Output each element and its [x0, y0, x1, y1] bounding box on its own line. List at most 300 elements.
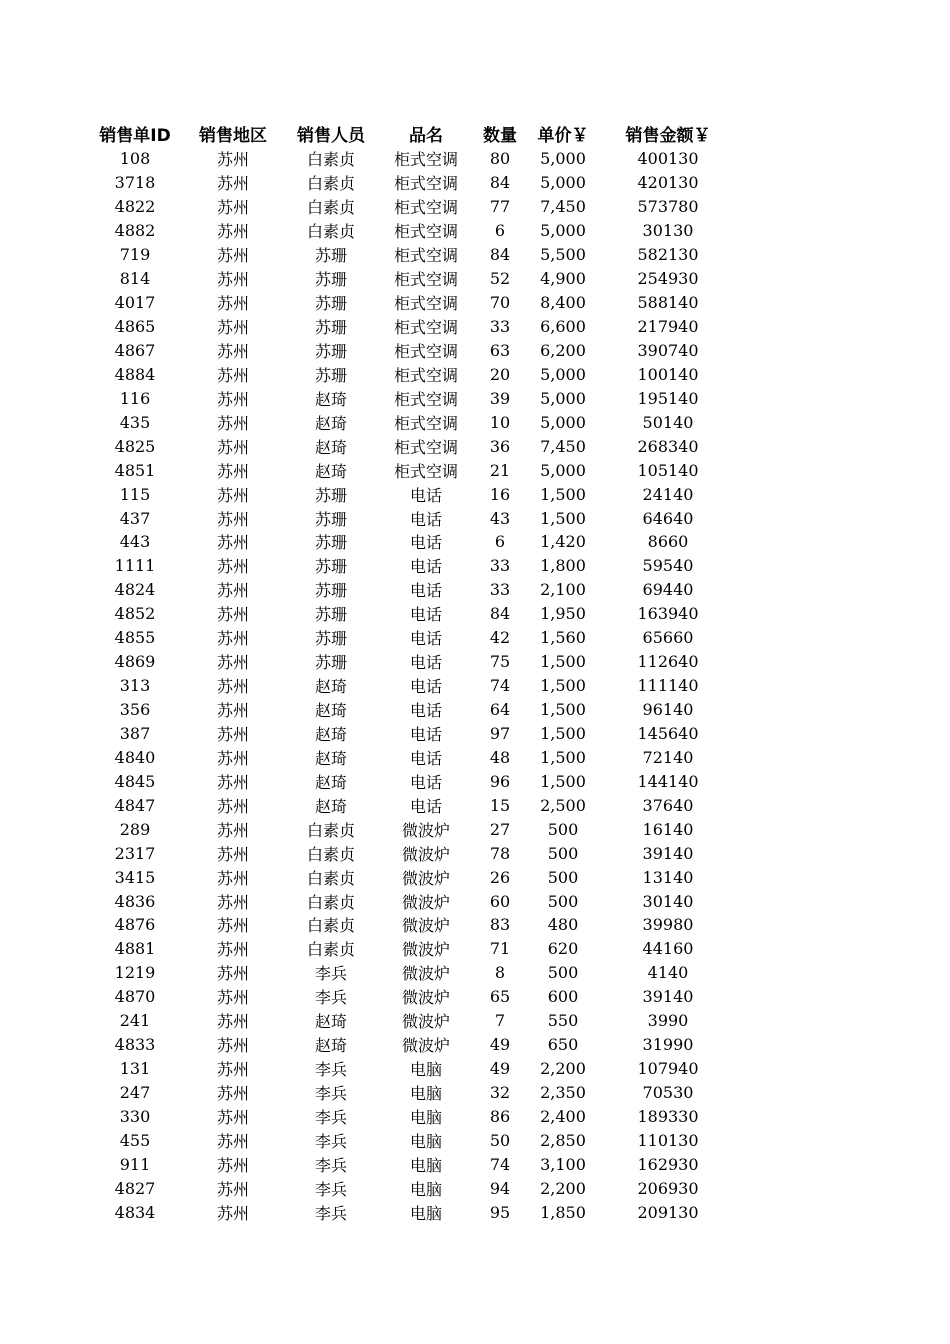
- sales-amount-cell: 582130: [637, 245, 699, 265]
- unit-price-cell: 500: [547, 891, 579, 911]
- table-row: [86, 219, 738, 243]
- unit-price-cell: 1,500: [540, 747, 586, 767]
- order-id-cell: 4845: [114, 771, 156, 791]
- sales-amount-cell: 189330: [637, 1106, 699, 1126]
- sales-amount-cell: 573780: [637, 197, 699, 217]
- region-cell: 苏州: [216, 1179, 249, 1199]
- order-id-cell: 4825: [114, 436, 156, 456]
- product-cell: 电话: [409, 533, 442, 553]
- product-cell: 电脑: [409, 1179, 442, 1199]
- region-cell: 苏州: [216, 677, 249, 697]
- quantity-cell: 95: [489, 1202, 511, 1222]
- unit-price-cell: 1,500: [540, 508, 586, 528]
- region-cell: 苏州: [216, 820, 249, 840]
- product-cell: 柜式空调: [393, 270, 458, 290]
- quantity-cell: 78: [489, 843, 511, 863]
- quantity-cell: 49: [489, 1035, 511, 1055]
- col-header-quantity: 数量: [483, 125, 517, 146]
- order-id-cell: 4017: [114, 293, 156, 313]
- table-row: [86, 1033, 738, 1057]
- salesperson-cell: 赵琦: [314, 772, 347, 792]
- order-id-cell: 4855: [114, 628, 156, 648]
- unit-price-cell: 650: [547, 1035, 579, 1055]
- region-cell: 苏州: [216, 653, 249, 673]
- col-header-order-id: 销售单ID: [99, 125, 171, 146]
- order-id-cell: 313: [119, 676, 151, 696]
- salesperson-cell: 苏珊: [314, 318, 347, 338]
- table-row: [86, 1057, 738, 1081]
- region-cell: 苏州: [216, 796, 249, 816]
- sales-sheet: [86, 119, 738, 1224]
- region-cell: 苏州: [216, 581, 249, 601]
- region-cell: 苏州: [216, 1131, 249, 1151]
- table-row: [86, 434, 738, 458]
- table-row: [86, 482, 738, 506]
- region-cell: 苏州: [216, 389, 249, 409]
- unit-price-cell: 600: [547, 987, 579, 1007]
- region-cell: 苏州: [216, 748, 249, 768]
- order-id-cell: 4882: [114, 221, 156, 241]
- sales-amount-cell: 209130: [637, 1202, 699, 1222]
- quantity-cell: 50: [489, 1130, 511, 1150]
- quantity-cell: 48: [489, 747, 511, 767]
- salesperson-cell: 白素贞: [306, 916, 355, 936]
- product-cell: 电话: [409, 605, 442, 625]
- salesperson-cell: 赵琦: [314, 389, 347, 409]
- product-cell: 电话: [409, 677, 442, 697]
- table-body: [86, 147, 738, 1224]
- region-cell: 苏州: [216, 557, 249, 577]
- order-id-cell: 330: [119, 1106, 151, 1126]
- quantity-cell: 86: [489, 1106, 511, 1126]
- unit-price-cell: 500: [547, 867, 579, 887]
- sales-amount-cell: 163940: [637, 604, 699, 624]
- table-row: [86, 147, 738, 171]
- product-cell: 柜式空调: [393, 413, 458, 433]
- order-id-cell: 437: [119, 508, 151, 528]
- unit-price-cell: 5,500: [540, 245, 586, 265]
- header-row: [86, 119, 738, 147]
- product-cell: 柜式空调: [393, 437, 458, 457]
- salesperson-cell: 苏珊: [314, 270, 347, 290]
- order-id-cell: 4827: [114, 1178, 156, 1198]
- quantity-cell: 42: [489, 628, 511, 648]
- unit-price-cell: 2,200: [540, 1178, 586, 1198]
- product-cell: 微波炉: [401, 1036, 450, 1056]
- product-cell: 微波炉: [401, 988, 450, 1008]
- table-row: [86, 1105, 738, 1129]
- product-cell: 柜式空调: [393, 150, 458, 170]
- salesperson-cell: 苏珊: [314, 341, 347, 361]
- table-row: [86, 1009, 738, 1033]
- unit-price-cell: 2,350: [540, 1083, 586, 1103]
- quantity-cell: 21: [489, 460, 511, 480]
- product-cell: 电话: [409, 557, 442, 577]
- quantity-cell: 15: [489, 795, 511, 815]
- region-cell: 苏州: [216, 318, 249, 338]
- region-cell: 苏州: [216, 1012, 249, 1032]
- region-cell: 苏州: [216, 1060, 249, 1080]
- salesperson-cell: 苏珊: [314, 509, 347, 529]
- salesperson-cell: 李兵: [314, 1084, 347, 1104]
- salesperson-cell: 白素贞: [306, 198, 355, 218]
- region-cell: 苏州: [216, 341, 249, 361]
- salesperson-cell: 赵琦: [314, 461, 347, 481]
- region-cell: 苏州: [216, 701, 249, 721]
- order-id-cell: 4876: [114, 915, 156, 935]
- product-cell: 电脑: [409, 1131, 442, 1151]
- quantity-cell: 94: [489, 1178, 511, 1198]
- product-cell: 电脑: [409, 1060, 442, 1080]
- product-cell: 微波炉: [401, 868, 450, 888]
- order-id-cell: 4869: [114, 652, 156, 672]
- unit-price-cell: 1,500: [540, 771, 586, 791]
- unit-price-cell: 480: [547, 915, 579, 935]
- unit-price-cell: 7,450: [540, 197, 586, 217]
- product-cell: 电话: [409, 772, 442, 792]
- product-cell: 微波炉: [401, 964, 450, 984]
- sales-amount-cell: 268340: [637, 436, 699, 456]
- salesperson-cell: 李兵: [314, 1203, 347, 1223]
- order-id-cell: 4881: [114, 939, 156, 959]
- quantity-cell: 65: [489, 987, 511, 1007]
- quantity-cell: 77: [489, 197, 511, 217]
- order-id-cell: 1111: [114, 556, 156, 576]
- region-cell: 苏州: [216, 246, 249, 266]
- table-row: [86, 1128, 738, 1152]
- salesperson-cell: 苏珊: [314, 557, 347, 577]
- quantity-cell: 16: [489, 484, 511, 504]
- unit-price-cell: 2,400: [540, 1106, 586, 1126]
- table-row: [86, 458, 738, 482]
- salesperson-cell: 白素贞: [306, 868, 355, 888]
- order-id-cell: 4867: [114, 340, 156, 360]
- sales-amount-cell: 105140: [637, 460, 699, 480]
- sales-amount-cell: 16140: [642, 819, 694, 839]
- quantity-cell: 70: [489, 293, 511, 313]
- sales-amount-cell: 13140: [642, 867, 694, 887]
- region-cell: 苏州: [216, 1084, 249, 1104]
- salesperson-cell: 赵琦: [314, 796, 347, 816]
- order-id-cell: 443: [119, 532, 151, 552]
- region-cell: 苏州: [216, 270, 249, 290]
- salesperson-cell: 苏珊: [314, 605, 347, 625]
- region-cell: 苏州: [216, 365, 249, 385]
- product-cell: 微波炉: [401, 892, 450, 912]
- order-id-cell: 241: [119, 1011, 151, 1031]
- salesperson-cell: 苏珊: [314, 485, 347, 505]
- region-cell: 苏州: [216, 198, 249, 218]
- table-row: [86, 698, 738, 722]
- region-cell: 苏州: [216, 605, 249, 625]
- order-id-cell: 4836: [114, 891, 156, 911]
- product-cell: 电话: [409, 796, 442, 816]
- order-id-cell: 387: [119, 723, 151, 743]
- salesperson-cell: 白素贞: [306, 150, 355, 170]
- region-cell: 苏州: [216, 413, 249, 433]
- unit-price-cell: 1,500: [540, 484, 586, 504]
- quantity-cell: 27: [489, 819, 511, 839]
- table-row: [86, 291, 738, 315]
- quantity-cell: 84: [489, 604, 511, 624]
- quantity-cell: 7: [494, 1011, 506, 1031]
- quantity-cell: 97: [489, 723, 511, 743]
- sales-amount-cell: 112640: [637, 652, 699, 672]
- unit-price-cell: 1,500: [540, 723, 586, 743]
- region-cell: 苏州: [216, 174, 249, 194]
- salesperson-cell: 赵琦: [314, 437, 347, 457]
- sales-amount-cell: 65660: [642, 628, 694, 648]
- salesperson-cell: 苏珊: [314, 294, 347, 314]
- table-row: [86, 769, 738, 793]
- unit-price-cell: 620: [547, 939, 579, 959]
- sales-amount-cell: 70530: [642, 1083, 694, 1103]
- order-id-cell: 455: [119, 1130, 151, 1150]
- sales-amount-cell: 162930: [637, 1154, 699, 1174]
- unit-price-cell: 5,000: [540, 412, 586, 432]
- table-row: [86, 817, 738, 841]
- table-row: [86, 937, 738, 961]
- table-row: [86, 985, 738, 1009]
- product-cell: 电话: [409, 629, 442, 649]
- sales-amount-cell: 39140: [642, 843, 694, 863]
- salesperson-cell: 苏珊: [314, 653, 347, 673]
- sales-amount-cell: 39140: [642, 987, 694, 1007]
- product-cell: 电脑: [409, 1203, 442, 1223]
- table-row: [86, 578, 738, 602]
- quantity-cell: 26: [489, 867, 511, 887]
- order-id-cell: 116: [119, 388, 151, 408]
- region-cell: 苏州: [216, 294, 249, 314]
- salesperson-cell: 苏珊: [314, 246, 347, 266]
- order-id-cell: 4833: [114, 1035, 156, 1055]
- salesperson-cell: 苏珊: [314, 581, 347, 601]
- order-id-cell: 3415: [114, 867, 156, 887]
- sales-amount-cell: 72140: [642, 747, 694, 767]
- product-cell: 柜式空调: [393, 318, 458, 338]
- unit-price-cell: 1,500: [540, 700, 586, 720]
- unit-price-cell: 2,500: [540, 795, 586, 815]
- table-row: [86, 626, 738, 650]
- table-row: [86, 1081, 738, 1105]
- region-cell: 苏州: [216, 150, 249, 170]
- salesperson-cell: 赵琦: [314, 701, 347, 721]
- quantity-cell: 52: [489, 269, 511, 289]
- product-cell: 柜式空调: [393, 222, 458, 242]
- order-id-cell: 4851: [114, 460, 156, 480]
- salesperson-cell: 赵琦: [314, 413, 347, 433]
- region-cell: 苏州: [216, 485, 249, 505]
- sales-amount-cell: 50140: [642, 412, 694, 432]
- unit-price-cell: 6,600: [540, 317, 586, 337]
- order-id-cell: 4824: [114, 580, 156, 600]
- product-cell: 微波炉: [401, 916, 450, 936]
- unit-price-cell: 1,950: [540, 604, 586, 624]
- product-cell: 柜式空调: [393, 341, 458, 361]
- product-cell: 电话: [409, 509, 442, 529]
- salesperson-cell: 赵琦: [314, 724, 347, 744]
- salesperson-cell: 白素贞: [306, 844, 355, 864]
- product-cell: 电脑: [409, 1107, 442, 1127]
- quantity-cell: 6: [494, 532, 506, 552]
- quantity-cell: 36: [489, 436, 511, 456]
- unit-price-cell: 5,000: [540, 149, 586, 169]
- product-cell: 微波炉: [401, 940, 450, 960]
- sales-amount-cell: 4140: [647, 963, 689, 983]
- col-header-unit-price: 单价￥: [537, 125, 589, 146]
- region-cell: 苏州: [216, 772, 249, 792]
- region-cell: 苏州: [216, 1203, 249, 1223]
- product-cell: 柜式空调: [393, 389, 458, 409]
- quantity-cell: 33: [489, 317, 511, 337]
- sales-amount-cell: 64640: [642, 508, 694, 528]
- table-row: [86, 674, 738, 698]
- product-cell: 电话: [409, 485, 442, 505]
- sales-amount-cell: 8660: [647, 532, 689, 552]
- table-row: [86, 410, 738, 434]
- order-id-cell: 289: [119, 819, 151, 839]
- salesperson-cell: 李兵: [314, 1060, 347, 1080]
- product-cell: 柜式空调: [393, 294, 458, 314]
- unit-price-cell: 2,100: [540, 580, 586, 600]
- region-cell: 苏州: [216, 1107, 249, 1127]
- table-row: [86, 722, 738, 746]
- product-cell: 电话: [409, 701, 442, 721]
- sales-amount-cell: 24140: [642, 484, 694, 504]
- salesperson-cell: 白素贞: [306, 222, 355, 242]
- region-cell: 苏州: [216, 940, 249, 960]
- unit-price-cell: 1,850: [540, 1202, 586, 1222]
- sales-amount-cell: 37640: [642, 795, 694, 815]
- quantity-cell: 63: [489, 340, 511, 360]
- unit-price-cell: 500: [547, 963, 579, 983]
- unit-price-cell: 500: [547, 843, 579, 863]
- product-cell: 微波炉: [401, 1012, 450, 1032]
- quantity-cell: 33: [489, 580, 511, 600]
- unit-price-cell: 550: [547, 1011, 579, 1031]
- unit-price-cell: 1,420: [540, 532, 586, 552]
- order-id-cell: 3718: [114, 173, 156, 193]
- region-cell: 苏州: [216, 988, 249, 1008]
- region-cell: 苏州: [216, 629, 249, 649]
- order-id-cell: 4884: [114, 364, 156, 384]
- col-header-salesperson: 销售人员: [297, 125, 365, 146]
- quantity-cell: 83: [489, 915, 511, 935]
- unit-price-cell: 5,000: [540, 173, 586, 193]
- table-row: [86, 530, 738, 554]
- product-cell: 柜式空调: [393, 246, 458, 266]
- order-id-cell: 4822: [114, 197, 156, 217]
- sales-amount-cell: 420130: [637, 173, 699, 193]
- unit-price-cell: 4,900: [540, 269, 586, 289]
- quantity-cell: 43: [489, 508, 511, 528]
- unit-price-cell: 5,000: [540, 364, 586, 384]
- quantity-cell: 32: [489, 1083, 511, 1103]
- salesperson-cell: 赵琦: [314, 1012, 347, 1032]
- order-id-cell: 115: [119, 484, 151, 504]
- salesperson-cell: 李兵: [314, 964, 347, 984]
- col-header-sales-amount: 销售金额￥: [625, 125, 711, 146]
- region-cell: 苏州: [216, 844, 249, 864]
- order-id-cell: 108: [119, 149, 151, 169]
- quantity-cell: 80: [489, 149, 511, 169]
- region-cell: 苏州: [216, 509, 249, 529]
- sales-amount-cell: 44160: [642, 939, 694, 959]
- product-cell: 柜式空调: [393, 365, 458, 385]
- sales-amount-cell: 100140: [637, 364, 699, 384]
- sales-amount-cell: 110130: [637, 1130, 699, 1150]
- salesperson-cell: 白素贞: [306, 940, 355, 960]
- unit-price-cell: 5,000: [540, 388, 586, 408]
- salesperson-cell: 苏珊: [314, 629, 347, 649]
- sales-amount-cell: 588140: [637, 293, 699, 313]
- table-row: [86, 913, 738, 937]
- salesperson-cell: 苏珊: [314, 365, 347, 385]
- quantity-cell: 84: [489, 173, 511, 193]
- region-cell: 苏州: [216, 964, 249, 984]
- product-cell: 电话: [409, 748, 442, 768]
- sales-amount-cell: 206930: [637, 1178, 699, 1198]
- unit-price-cell: 6,200: [540, 340, 586, 360]
- sales-amount-cell: 195140: [637, 388, 699, 408]
- table-row: [86, 650, 738, 674]
- table-row: [86, 315, 738, 339]
- quantity-cell: 6: [494, 221, 506, 241]
- salesperson-cell: 李兵: [314, 988, 347, 1008]
- order-id-cell: 1219: [114, 963, 156, 983]
- order-id-cell: 4840: [114, 747, 156, 767]
- quantity-cell: 20: [489, 364, 511, 384]
- quantity-cell: 71: [489, 939, 511, 959]
- quantity-cell: 74: [489, 676, 511, 696]
- unit-price-cell: 1,500: [540, 676, 586, 696]
- quantity-cell: 8: [494, 963, 506, 983]
- table-row: [86, 243, 738, 267]
- sales-amount-cell: 96140: [642, 700, 694, 720]
- region-cell: 苏州: [216, 461, 249, 481]
- quantity-cell: 96: [489, 771, 511, 791]
- sales-amount-cell: 69440: [642, 580, 694, 600]
- order-id-cell: 911: [119, 1154, 151, 1174]
- table-row: [86, 386, 738, 410]
- sales-amount-cell: 30140: [642, 891, 694, 911]
- region-cell: 苏州: [216, 437, 249, 457]
- unit-price-cell: 2,850: [540, 1130, 586, 1150]
- region-cell: 苏州: [216, 724, 249, 744]
- sales-amount-cell: 400130: [637, 149, 699, 169]
- product-cell: 微波炉: [401, 844, 450, 864]
- region-cell: 苏州: [216, 916, 249, 936]
- salesperson-cell: 白素贞: [306, 820, 355, 840]
- salesperson-cell: 赵琦: [314, 1036, 347, 1056]
- table-row: [86, 1200, 738, 1224]
- sales-amount-cell: 144140: [637, 771, 699, 791]
- sales-amount-cell: 3990: [647, 1011, 689, 1031]
- order-id-cell: 814: [119, 269, 151, 289]
- sales-amount-cell: 39980: [642, 915, 694, 935]
- order-id-cell: 2317: [114, 843, 156, 863]
- table-row: [86, 339, 738, 363]
- salesperson-cell: 李兵: [314, 1155, 347, 1175]
- product-cell: 电脑: [409, 1084, 442, 1104]
- product-cell: 柜式空调: [393, 461, 458, 481]
- sales-amount-cell: 390740: [637, 340, 699, 360]
- order-id-cell: 435: [119, 412, 151, 432]
- quantity-cell: 39: [489, 388, 511, 408]
- unit-price-cell: 5,000: [540, 221, 586, 241]
- unit-price-cell: 1,500: [540, 652, 586, 672]
- salesperson-cell: 李兵: [314, 1107, 347, 1127]
